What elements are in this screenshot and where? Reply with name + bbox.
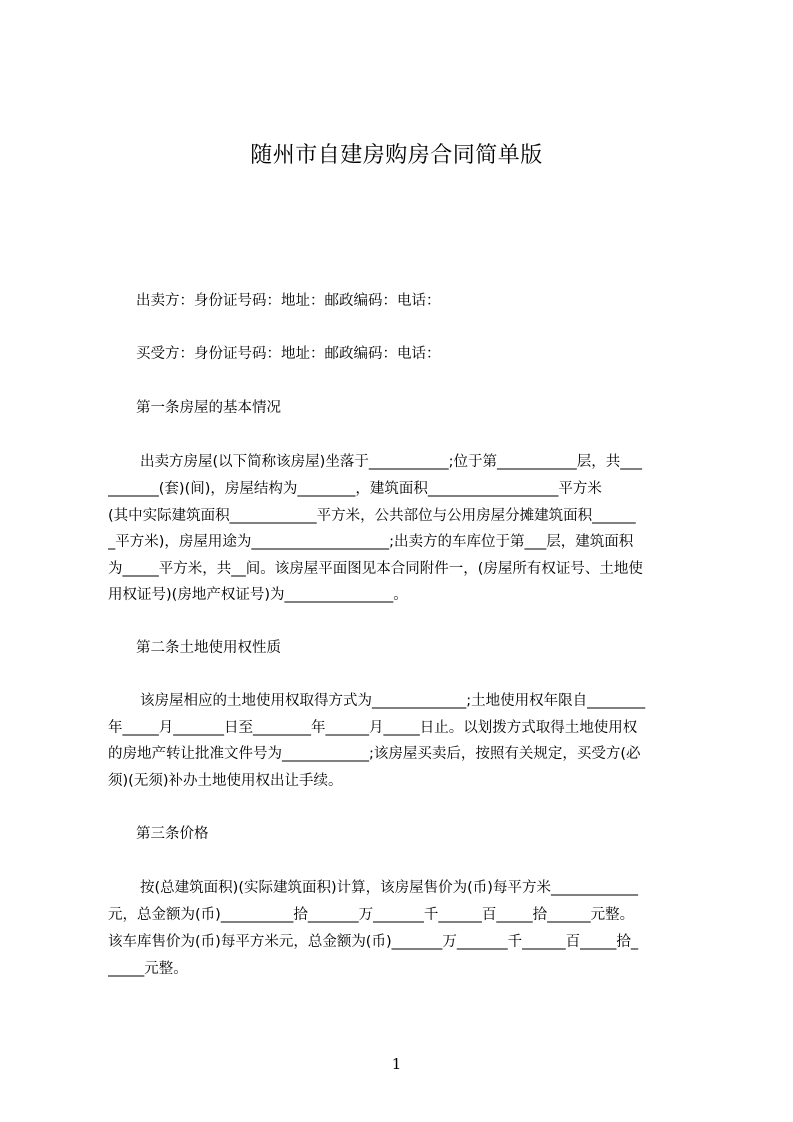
article1-line: 用权证号)(房地产权证号)为_______________。	[108, 587, 408, 603]
article1-line: _______(套)(间)，房屋结构为________，建筑面积__________________平方米	[108, 481, 602, 497]
buyer-line: 买受方：身份证号码：地址：邮政编码：电话：	[136, 346, 441, 362]
article3-line: 按(总建筑面积)(实际建筑面积)计算，该房屋售价为(币)每平方米____________	[140, 880, 638, 896]
seller-line: 出卖方：身份证号码：地址：邮政编码：电话：	[136, 293, 441, 309]
article3-heading: 第三条价格	[136, 826, 209, 842]
article2-line: 须)(无须)补办土地使用权出让手续。	[108, 773, 343, 789]
page-number: 1	[391, 1055, 402, 1073]
article3-line: _____元整。	[108, 961, 188, 977]
article2-line: 的房地产转让批准文件号为____________;该房屋买卖后，按照有关规定，买受方(必	[108, 746, 641, 762]
article3-line: 该车库售价为(币)每平方米元，总金额为(币)_______万_______千______百_____拾_	[108, 934, 639, 950]
document-title: 随州市自建房购房合同简单版	[250, 143, 543, 168]
article1-line: 出卖方房屋(以下简称该房屋)坐落于___________;位于第___________层，共___	[140, 454, 642, 470]
article1-heading: 第一条房屋的基本情况	[136, 400, 281, 416]
article2-line: 该房屋相应的土地使用权取得方式为_____________;土地使用权年限自________	[140, 693, 646, 709]
article2-line: 年_____月_______日至________年______月_____日止。以划拨方式取得土地使用权	[108, 720, 638, 736]
article1-line: _平方米)，房屋用途为___________________;出卖方的车库位于第___层，建筑面积	[108, 534, 634, 550]
article1-line: (其中实际建筑面积____________平方米，公共部位与公用房屋分摊建筑面积______	[108, 508, 636, 524]
article1-line: 为_____平方米，共__间。该房屋平面图见本合同附件一，(房屋所有权证号、土地使	[108, 561, 643, 577]
article3-line: 元，总金额为(币)__________拾_______万_______千______百_____拾______元整。	[108, 907, 635, 923]
article2-heading: 第二条土地使用权性质	[136, 640, 281, 656]
